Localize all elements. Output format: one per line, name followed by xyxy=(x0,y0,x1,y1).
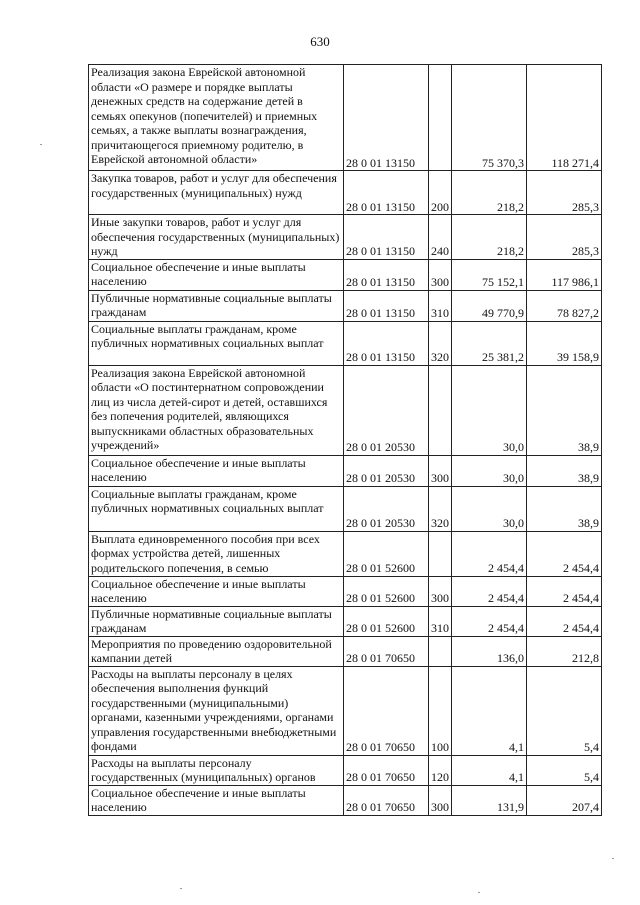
row-value-1: 30,0 xyxy=(452,486,527,531)
row-code: 28 0 01 52600 xyxy=(344,531,429,576)
row-value-1: 2 454,4 xyxy=(452,531,527,576)
row-code: 28 0 01 20530 xyxy=(344,455,429,486)
row-value-1: 218,2 xyxy=(452,171,527,215)
row-value-2: 117 986,1 xyxy=(527,259,602,290)
table-row xyxy=(89,785,602,815)
row-name: Социальные выплаты гражданам, кроме публичных нормативных социальных выплат xyxy=(89,486,344,531)
row-name: Расходы на выплаты персоналу государственных (муниципальных) органов xyxy=(89,755,344,785)
row-kvr xyxy=(429,65,452,171)
row-name: Публичные нормативные социальные выплаты гражданам xyxy=(89,290,344,321)
row-code: 28 0 01 70650 xyxy=(344,636,429,666)
scan-speck xyxy=(612,858,614,859)
row-kvr: 300 xyxy=(429,576,452,606)
row-code: 28 0 01 20530 xyxy=(344,486,429,531)
row-value-2: 38,9 xyxy=(527,455,602,486)
row-value-2: 285,3 xyxy=(527,171,602,215)
row-name: Реализация закона Еврейской автономной области «О постинтернатном сопровождении лиц из числа детей-сирот и детей, оставшихся без попечения родителей, являющихся выпускниками областных образовательных учреждений» xyxy=(89,365,344,455)
row-code: 28 0 01 52600 xyxy=(344,606,429,636)
row-kvr: 320 xyxy=(429,321,452,365)
row-name: Социальное обеспечение и иные выплаты населению xyxy=(89,785,344,815)
row-value-2: 39 158,9 xyxy=(527,321,602,365)
row-value-2: 78 827,2 xyxy=(527,290,602,321)
row-code: 28 0 01 13150 xyxy=(344,171,429,215)
scan-speck xyxy=(478,892,480,893)
table-row xyxy=(89,321,602,365)
row-code: 28 0 01 13150 xyxy=(344,259,429,290)
table-row xyxy=(89,171,602,215)
row-value-1: 4,1 xyxy=(452,666,527,755)
row-value-1: 49 770,9 xyxy=(452,290,527,321)
table-row xyxy=(89,455,602,486)
table-row xyxy=(89,666,602,755)
table-row xyxy=(89,755,602,785)
table-row xyxy=(89,576,602,606)
row-value-1: 30,0 xyxy=(452,455,527,486)
row-code: 28 0 01 13150 xyxy=(344,290,429,321)
row-value-2: 285,3 xyxy=(527,215,602,260)
row-value-1: 75 152,1 xyxy=(452,259,527,290)
table-row xyxy=(89,606,602,636)
row-kvr xyxy=(429,636,452,666)
table-row xyxy=(89,65,602,171)
row-value-1: 2 454,4 xyxy=(452,606,527,636)
row-value-2: 118 271,4 xyxy=(527,65,602,171)
page-number: 630 xyxy=(310,34,330,49)
row-kvr: 300 xyxy=(429,259,452,290)
row-code: 28 0 01 13150 xyxy=(344,65,429,171)
row-kvr xyxy=(429,531,452,576)
row-value-2: 5,4 xyxy=(527,755,602,785)
row-kvr: 300 xyxy=(429,455,452,486)
table-row xyxy=(89,215,602,260)
row-name: Выплата единовременного пособия при всех формах устройства детей, лишенных родительского попечения, в семью xyxy=(89,531,344,576)
table-row xyxy=(89,531,602,576)
row-kvr: 200 xyxy=(429,171,452,215)
row-value-1: 25 381,2 xyxy=(452,321,527,365)
row-code: 28 0 01 70650 xyxy=(344,666,429,755)
row-kvr xyxy=(429,365,452,455)
row-code: 28 0 01 13150 xyxy=(344,321,429,365)
table-row xyxy=(89,259,602,290)
table-row xyxy=(89,365,602,455)
row-name: Иные закупки товаров, работ и услуг для обеспечения государственных (муниципальных) нужд xyxy=(89,215,344,260)
row-code: 28 0 01 70650 xyxy=(344,785,429,815)
row-value-2: 2 454,4 xyxy=(527,531,602,576)
row-name: Социальное обеспечение и иные выплаты населению xyxy=(89,576,344,606)
row-name: Мероприятия по проведению оздоровительной кампании детей xyxy=(89,636,344,666)
row-value-1: 218,2 xyxy=(452,215,527,260)
row-value-1: 30,0 xyxy=(452,365,527,455)
row-kvr: 240 xyxy=(429,215,452,260)
row-kvr: 320 xyxy=(429,486,452,531)
row-value-2: 5,4 xyxy=(527,666,602,755)
budget-table xyxy=(88,64,602,816)
table-row xyxy=(89,486,602,531)
row-kvr: 310 xyxy=(429,606,452,636)
row-value-1: 2 454,4 xyxy=(452,576,527,606)
row-value-1: 131,9 xyxy=(452,785,527,815)
table-row xyxy=(89,636,602,666)
row-value-1: 75 370,3 xyxy=(452,65,527,171)
row-value-2: 212,8 xyxy=(527,636,602,666)
scan-speck xyxy=(40,144,42,145)
row-code: 28 0 01 70650 xyxy=(344,755,429,785)
row-code: 28 0 01 52600 xyxy=(344,576,429,606)
row-kvr: 120 xyxy=(429,755,452,785)
row-name: Расходы на выплаты персоналу в целях обеспечения выполнения функций государственными (муниципальными) органами, казенными учреждениями, органами управления государственными внебюджетными фондами xyxy=(89,666,344,755)
row-name: Реализация закона Еврейской автономной области «О размере и порядке выплаты денежных средств на содержание детей в семьях опекунов (попечителей) и приемных семьях, а также выплаты вознаграждения, причитающегося приемному родителю, в Еврейской автономной области» xyxy=(89,65,344,171)
row-kvr: 300 xyxy=(429,785,452,815)
row-value-2: 207,4 xyxy=(527,785,602,815)
row-kvr: 310 xyxy=(429,290,452,321)
row-code: 28 0 01 13150 xyxy=(344,215,429,260)
row-value-2: 38,9 xyxy=(527,365,602,455)
row-name: Социальное обеспечение и иные выплаты населению xyxy=(89,259,344,290)
row-kvr: 100 xyxy=(429,666,452,755)
scan-speck xyxy=(180,888,182,889)
table-row xyxy=(89,290,602,321)
row-name: Закупка товаров, работ и услуг для обеспечения государственных (муниципальных) нужд xyxy=(89,171,344,215)
row-name: Публичные нормативные социальные выплаты гражданам xyxy=(89,606,344,636)
row-value-2: 2 454,4 xyxy=(527,576,602,606)
row-value-2: 2 454,4 xyxy=(527,606,602,636)
row-name: Социальное обеспечение и иные выплаты населению xyxy=(89,455,344,486)
row-code: 28 0 01 20530 xyxy=(344,365,429,455)
row-name: Социальные выплаты гражданам, кроме публичных нормативных социальных выплат xyxy=(89,321,344,365)
row-value-1: 136,0 xyxy=(452,636,527,666)
row-value-1: 4,1 xyxy=(452,755,527,785)
row-value-2: 38,9 xyxy=(527,486,602,531)
